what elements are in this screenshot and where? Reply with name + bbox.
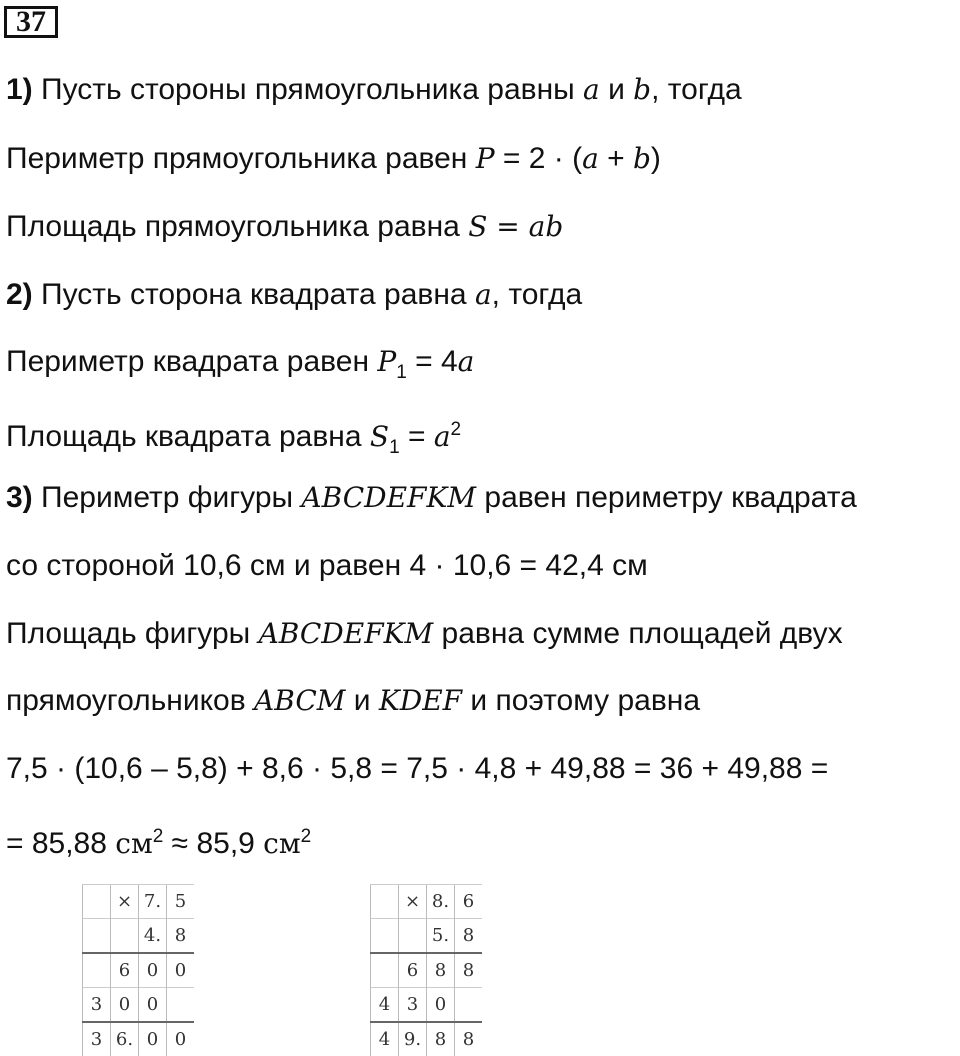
text: Площадь прямоугольника равна [6, 210, 469, 243]
var-a: a [433, 420, 451, 453]
figure-name: ABCDEFKM [258, 617, 434, 650]
superscript: 2 [152, 826, 164, 847]
calc-cell: 6 [111, 953, 139, 988]
text: прямоугольников [6, 684, 254, 717]
var-a: a [583, 73, 600, 106]
calc-cell: 8 [427, 953, 455, 988]
var-a: a [457, 345, 475, 378]
text: Периметр фигуры [32, 481, 302, 514]
calc-cell [83, 885, 111, 919]
calc-cell [371, 919, 399, 954]
line-6 [6, 412, 461, 466]
calc-cell [167, 988, 195, 1023]
line-7 [6, 480, 857, 516]
var-b: b [633, 73, 652, 106]
figure-name: ABCDEFKM [301, 481, 477, 514]
item-label: 1) [6, 73, 33, 106]
calc-cell [371, 885, 399, 919]
calc-cell: 0 [139, 988, 167, 1023]
calc-cell: 6 [455, 885, 483, 919]
text: ≈ 85,9 [163, 827, 264, 860]
unit: см [263, 827, 301, 860]
text: + [598, 142, 633, 175]
line-1 [6, 72, 742, 108]
multiplication-table-2 [370, 884, 482, 1056]
calc-cell: 0 [167, 1022, 195, 1056]
calc-row [83, 919, 195, 954]
var-a: a [474, 278, 492, 311]
text: Периметр квадрата равен [6, 345, 378, 378]
text: = 4 [406, 345, 458, 378]
calc-cell [371, 953, 399, 988]
calc-cell: 8 [167, 919, 195, 954]
calc-cell [399, 919, 427, 954]
text: со стороной 10,6 см и равен 4 · 10,6 = 42,4 см [6, 549, 648, 582]
text: и [345, 684, 379, 717]
line-11 [6, 751, 828, 787]
var-S: S [369, 420, 390, 453]
calc-row [371, 919, 483, 954]
rect-name: ABCM [254, 684, 346, 717]
calc-row [83, 988, 195, 1023]
calc-cell: 3 [83, 1022, 111, 1056]
formula-area: S = ab [468, 210, 564, 243]
calc-cell: 4 [371, 1022, 399, 1056]
calc-cell: 6 [399, 953, 427, 988]
calc-row [371, 1022, 483, 1056]
text: ) [650, 142, 661, 175]
calc-row [83, 885, 195, 919]
calc-cell: 9. [399, 1022, 427, 1056]
calc-cell: 0 [139, 1022, 167, 1056]
text: = 85,88 [6, 827, 116, 860]
calc-cell: 5. [427, 919, 455, 954]
multiplication-table-1 [82, 884, 194, 1056]
text: Периметр прямоугольника равен [6, 142, 476, 175]
calc-row [371, 988, 483, 1023]
rect-name: KDEF [378, 684, 463, 717]
text: равна сумме площадей двух [433, 617, 843, 650]
line-3 [6, 209, 563, 245]
text: = 2 · ( [494, 142, 583, 175]
line-5 [6, 344, 474, 391]
var-a: a [582, 142, 599, 175]
calc-cell: 0 [427, 988, 455, 1023]
calc-cell [83, 919, 111, 954]
calc-cell: 0 [111, 988, 139, 1023]
calc-cell [83, 953, 111, 988]
line-9 [6, 616, 843, 652]
item-label: 3) [6, 481, 33, 514]
calc-cell: 3 [83, 988, 111, 1023]
var-b: b [632, 142, 651, 175]
calc-cell: 3 [399, 988, 427, 1023]
line-12 [6, 819, 311, 862]
text: 7,5 · (10,6 – 5,8) + 8,6 · 5,8 = 7,5 · 4,8 + 49,88 = 36 + 49,88 = [6, 752, 829, 785]
text: Площадь фигуры [6, 617, 259, 650]
calc-cell: 0 [167, 953, 195, 988]
calc-cell: 8 [455, 953, 483, 988]
text: , тогда [491, 278, 583, 311]
text: , тогда [651, 73, 742, 106]
calc-cell [111, 919, 139, 954]
line-2 [6, 141, 661, 177]
calc-cell: × [111, 885, 139, 919]
text: = [399, 420, 434, 453]
var-P: P [377, 345, 397, 378]
var-P: P [475, 142, 495, 175]
calc-cell: 4 [371, 988, 399, 1023]
calc-row [371, 953, 483, 988]
calc-cell: 8. [427, 885, 455, 919]
calc-cell: 6. [111, 1022, 139, 1056]
text: равен периметру квадрата [476, 481, 857, 514]
calc-cell: 8 [455, 919, 483, 954]
calc-cell: 4. [139, 919, 167, 954]
problem-number: 37 [4, 6, 58, 38]
calc-cell: 8 [455, 1022, 483, 1056]
subscript: 1 [389, 437, 400, 458]
calc-cell [455, 988, 483, 1023]
calc-cell: 7. [139, 885, 167, 919]
unit: см [115, 827, 153, 860]
text: и поэтому равна [462, 684, 701, 717]
item-label: 2) [6, 278, 33, 311]
calc-cell: 0 [139, 953, 167, 988]
superscript: 2 [300, 826, 312, 847]
calc-row [371, 885, 483, 919]
calc-cell: × [399, 885, 427, 919]
text: и [599, 73, 634, 106]
superscript: 2 [450, 419, 462, 440]
line-4 [6, 277, 582, 313]
text: Пусть стороны прямоугольника равны [32, 73, 584, 106]
calc-row [83, 953, 195, 988]
text: Пусть сторона квадрата равна [32, 278, 475, 311]
subscript: 1 [396, 362, 407, 383]
line-10 [6, 683, 700, 719]
line-8 [6, 548, 648, 584]
calc-row [83, 1022, 195, 1056]
text: Площадь квадрата равна [6, 420, 370, 453]
calc-cell: 5 [167, 885, 195, 919]
calc-cell: 8 [427, 1022, 455, 1056]
